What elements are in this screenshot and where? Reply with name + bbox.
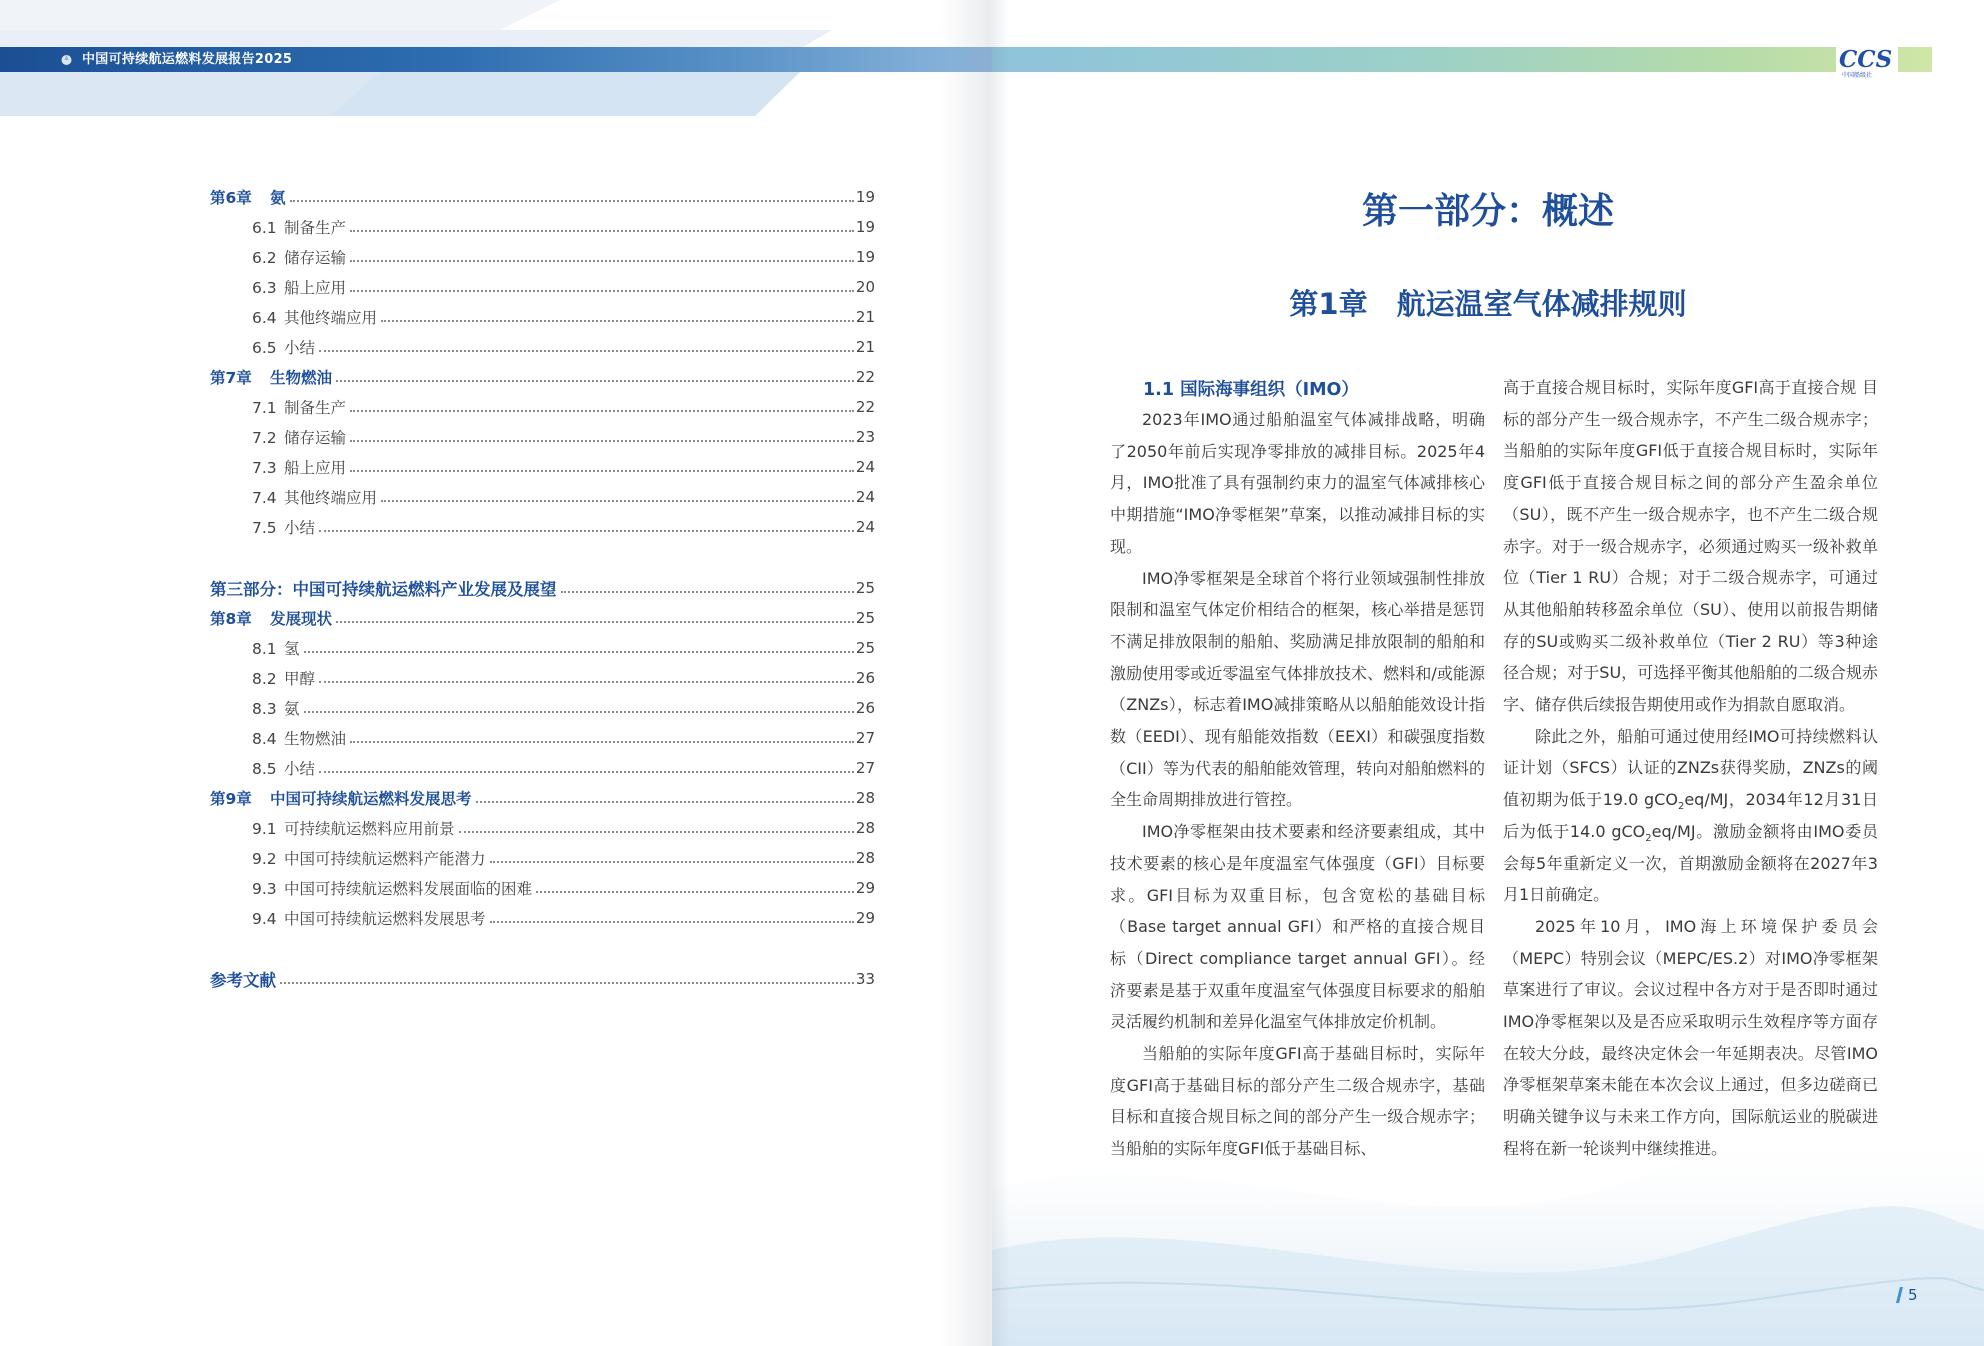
- toc-leader-dots: [319, 530, 854, 532]
- toc-page-number: 24: [855, 488, 875, 506]
- toc-number: 第8章: [210, 610, 252, 628]
- toc-title: 储存运输: [284, 249, 347, 267]
- header-bar-green: [992, 47, 1932, 72]
- toc-chapter-entry[interactable]: [210, 783, 875, 813]
- toc-label: [252, 847, 488, 869]
- toc-label: [252, 486, 379, 508]
- toc-label: [252, 306, 379, 328]
- toc-section-entry[interactable]: [210, 903, 875, 933]
- toc-title: 氨: [270, 189, 286, 207]
- toc-page-number: 29: [855, 909, 875, 927]
- toc-part-entry[interactable]: [210, 964, 875, 994]
- toc-title: 小结: [284, 339, 316, 357]
- toc-section-entry[interactable]: [210, 512, 875, 542]
- toc-title: 储存运输: [284, 429, 347, 447]
- toc-number: 8.4: [252, 730, 277, 748]
- toc-label: [252, 817, 457, 839]
- toc-section-entry[interactable]: [210, 873, 875, 903]
- toc-label: [252, 727, 348, 749]
- toc-page-number: 27: [855, 759, 875, 777]
- toc-leader-dots: [319, 350, 854, 352]
- toc-chapter-entry[interactable]: [210, 182, 875, 212]
- toc-label: [252, 757, 317, 779]
- toc-chapter-entry[interactable]: [210, 603, 875, 633]
- toc-page-number: 27: [855, 729, 875, 747]
- toc-title: 甲醇: [284, 670, 316, 688]
- toc-title: 中国可持续航运燃料发展思考: [270, 790, 472, 808]
- toc-number: 8.3: [252, 700, 277, 718]
- toc-label: [210, 186, 288, 208]
- toc-title: 船上应用: [284, 279, 347, 297]
- toc-title: 其他终端应用: [284, 489, 378, 507]
- section-heading: 1.1 国际海事组织（IMO）: [1143, 380, 1359, 400]
- toc-title: 船上应用: [284, 459, 347, 477]
- toc-title: 可持续航运燃料应用前景: [284, 820, 455, 838]
- toc-chapter-entry[interactable]: [210, 362, 875, 392]
- toc-leader-dots: [350, 470, 854, 472]
- toc-number: 9.1: [252, 820, 277, 838]
- toc-label: [252, 216, 348, 238]
- toc-number: 6.4: [252, 309, 277, 327]
- toc-section-entry[interactable]: [210, 843, 875, 873]
- toc-label: [252, 697, 302, 719]
- toc-leader-dots: [459, 831, 854, 833]
- toc-section-entry[interactable]: [210, 242, 875, 272]
- toc-section-entry[interactable]: [210, 212, 875, 242]
- toc-title: 制备生产: [284, 399, 347, 417]
- toc-number: 7.5: [252, 519, 277, 537]
- toc-page-number: 28: [855, 789, 875, 807]
- page-number-mark-icon: [1896, 1287, 1903, 1303]
- toc-number: 8.2: [252, 670, 277, 688]
- toc-leader-dots: [304, 651, 854, 653]
- toc-title: 第三部分：中国可持续航运燃料产业发展及展望: [210, 580, 557, 599]
- toc-title: 发展现状: [270, 610, 333, 628]
- toc-section-entry[interactable]: [210, 753, 875, 783]
- toc-section-entry[interactable]: [210, 332, 875, 362]
- toc-page-number: 22: [855, 368, 875, 386]
- report-title: 中国可持续航运燃料发展报告2025: [82, 52, 293, 67]
- paragraph: IMO净零框架由技术要素和经济要素组成，其中技术要素的核心是年度温室气体强度（GFI）目标要求。GFI目标为双重目标，包含宽松的基础目标（Base target annual GFI）和严格的直接合规目标（Direct compliance target annual GFI）。经济要素是基于双重年度温室气体强度目标要求的船舶灵活履约机制和差异化温室气体排放定价机制。: [1110, 822, 1485, 1032]
- toc-number: 第7章: [210, 369, 252, 387]
- toc-section-entry[interactable]: [210, 452, 875, 482]
- toc-number: 6.3: [252, 279, 277, 297]
- toc-label: [252, 426, 348, 448]
- toc-title: 中国可持续航运燃料发展面临的困难: [284, 880, 533, 898]
- toc-page-number: 28: [855, 849, 875, 867]
- toc-label: [252, 877, 534, 899]
- toc-page-number: 23: [855, 428, 875, 446]
- toc-title: 参考文献: [210, 971, 276, 990]
- toc-page-number: 33: [855, 970, 875, 988]
- toc-leader-dots: [304, 711, 854, 713]
- toc-leader-dots: [319, 681, 854, 683]
- toc-number: 第6章: [210, 189, 252, 207]
- toc-section-entry[interactable]: [210, 392, 875, 422]
- toc-leader-dots: [350, 260, 854, 262]
- toc-title: 氢: [284, 640, 300, 658]
- toc-number: 6.2: [252, 249, 277, 267]
- toc-label: [210, 967, 278, 991]
- toc-page-number: 25: [855, 579, 875, 597]
- table-of-contents: [210, 182, 875, 994]
- toc-number: 7.4: [252, 489, 277, 507]
- toc-number: 9.2: [252, 850, 277, 868]
- toc-part-entry[interactable]: [210, 573, 875, 603]
- toc-number: 6.1: [252, 219, 277, 237]
- toc-page-number: 22: [855, 398, 875, 416]
- toc-gap: [210, 542, 875, 573]
- toc-gap: [210, 933, 875, 964]
- toc-leader-dots: [280, 982, 854, 984]
- toc-number: 8.1: [252, 640, 277, 658]
- toc-label: [252, 246, 348, 268]
- svg-text:中国船级社: 中国船级社: [1842, 72, 1873, 79]
- toc-section-entry[interactable]: [210, 482, 875, 512]
- toc-leader-dots: [336, 621, 854, 623]
- toc-leader-dots: [350, 741, 854, 743]
- text-column-right: [1503, 372, 1878, 1165]
- toc-section-entry[interactable]: [210, 693, 875, 723]
- toc-leader-dots: [490, 861, 854, 863]
- toc-leader-dots: [536, 891, 854, 893]
- paragraph: 除此之外，船舶可通过使用经IMO可持续燃料认证计划（SFCS）认证的ZNZs获得奖励，ZNZs的阈值初期为低于19.0 gCO$_2$eq/MJ，2034年12月31日后为低于14.0 gCO$_2$eq/MJ。激励金额将由IMO委员会每5年重新定义一次，首期激励金额将在2027年3月1日前确定。: [1503, 726, 1878, 905]
- toc-label: [252, 456, 348, 478]
- toc-label: [252, 396, 348, 418]
- paragraph: 2025年10月，IMO海上环境保护委员会（MEPC）特别会议（MEPC/ES.2）对IMO净零框架草案进行了审议。会议过程中各方对于是否即时通过IMO净零框架以及是否应采取明示生效程序等方面存在较大分歧，最终决定休会一年延期表决。尽管IMO净零框架草案未能在本次会议上通过，但多边磋商已明确关键争议与未来工作方向，国际航运业的脱碳进程将在新一轮谈判中继续推进。: [1503, 916, 1878, 1158]
- toc-title: 制备生产: [284, 219, 347, 237]
- toc-title: 生物燃油: [284, 730, 347, 748]
- toc-page-number: 25: [855, 639, 875, 657]
- toc-leader-dots: [290, 200, 854, 202]
- toc-leader-dots: [490, 921, 854, 923]
- toc-number: 9.3: [252, 880, 277, 898]
- toc-leader-dots: [381, 500, 854, 502]
- toc-section-entry[interactable]: [210, 422, 875, 452]
- chapter-title: 第1章 航运温室气体减排规则: [1289, 287, 1687, 321]
- toc-section-entry[interactable]: [210, 633, 875, 663]
- toc-title: 中国可持续航运燃料产能潜力: [284, 850, 486, 868]
- toc-number: 第9章: [210, 790, 252, 808]
- paragraph: 高于直接合规目标时，实际年度GFI高于直接合规 目标的部分产生一级合规赤字，不产生二级合规赤字；当船舶的实际年度GFI低于直接合规目标时，实际年度GFI低于直接合规目标之间的部分产生盈余单位（SU），既不产生一级合规赤字，也不产生二级合规赤字。对于一级合规赤字，必须通过购买一级补救单位（Tier 1 RU）合规；对于二级合规赤字，可通过从其他船舶转移盈余单位（SU）、使用以前报告期储存的SU或购买二级补救单位（Tier 2 RU）等3种途径合规；对于SU，可选择平衡其他船舶的二级合规赤字、储存供后续报告期使用或作为捐款自愿取消。: [1503, 378, 1878, 715]
- toc-page-number: 19: [855, 248, 875, 266]
- toc-label: [252, 516, 317, 538]
- toc-label: [210, 787, 474, 809]
- svg-text:CCS: CCS: [1839, 46, 1893, 73]
- toc-label: [252, 667, 317, 689]
- toc-page-number: 26: [855, 669, 875, 687]
- toc-page-number: 24: [855, 518, 875, 536]
- toc-leader-dots: [350, 410, 854, 412]
- toc-page-number: 21: [855, 308, 875, 326]
- toc-leader-dots: [350, 230, 854, 232]
- toc-number: 9.4: [252, 910, 277, 928]
- toc-number: 7.2: [252, 429, 277, 447]
- toc-number: 7.1: [252, 399, 277, 417]
- toc-page-number: 21: [855, 338, 875, 356]
- toc-title: 中国可持续航运燃料发展思考: [284, 910, 486, 928]
- toc-leader-dots: [381, 320, 854, 322]
- toc-label: [252, 336, 317, 358]
- toc-number: 6.5: [252, 339, 277, 357]
- right-page: [992, 0, 1984, 1346]
- toc-title: 生物燃油: [270, 369, 333, 387]
- toc-section-entry[interactable]: [210, 813, 875, 843]
- page-number: 5: [1908, 1286, 1918, 1304]
- toc-page-number: 29: [855, 879, 875, 897]
- toc-leader-dots: [336, 380, 854, 382]
- toc-title: 小结: [284, 760, 316, 778]
- toc-leader-dots: [350, 290, 854, 292]
- toc-label: [252, 276, 348, 298]
- toc-leader-dots: [319, 771, 854, 773]
- toc-label: [252, 907, 488, 929]
- toc-label: [210, 576, 559, 600]
- toc-leader-dots: [476, 801, 854, 803]
- paragraph: 当船舶的实际年度GFI高于基础目标时，实际年度GFI高于基础目标的部分产生二级合规赤字，基础目标和直接合规目标之间的部分产生一级合规赤字；当船舶的实际年度GFI低于基础目标、: [1110, 1044, 1485, 1159]
- toc-number: 8.5: [252, 760, 277, 778]
- ccs-logo: [1836, 44, 1898, 80]
- toc-page-number: 19: [855, 218, 875, 236]
- toc-label: [210, 607, 334, 629]
- toc-label: [210, 366, 334, 388]
- toc-page-number: 20: [855, 278, 875, 296]
- toc-section-entry[interactable]: [210, 723, 875, 753]
- toc-page-number: 24: [855, 458, 875, 476]
- toc-section-entry[interactable]: [210, 302, 875, 332]
- toc-title: 小结: [284, 519, 316, 537]
- part-title: 第一部分：概述: [1361, 191, 1614, 232]
- toc-section-entry[interactable]: [210, 272, 875, 302]
- toc-leader-dots: [350, 440, 854, 442]
- toc-page-number: 25: [855, 609, 875, 627]
- toc-page-number: 28: [855, 819, 875, 837]
- toc-number: 7.3: [252, 459, 277, 477]
- text-column-left: [1110, 372, 1485, 1165]
- paragraph: 2023年IMO通过船舶温室气体减排战略，明确了2050年前后实现净零排放的减排目标。2025年4月，IMO批准了具有强制约束力的温室气体减排核心中期措施“IMO净零框架”草案，以推动减排目标的实现。: [1110, 410, 1485, 556]
- paragraph: IMO净零框架是全球首个将行业领域强制性排放限制和温室气体定价相结合的框架，核心举措是惩罚不满足排放限制的船舶、奖励满足排放限制的船舶和激励使用零或近零温室气体排放技术、燃料和/或能源（ZNZs），标志着IMO减排策略从以船舶能效设计指数（EEDI）、现有船能效指数（EEXI）和碳强度指数（CII）等为代表的船舶能效管理，转向对船舶燃料的全生命周期排放进行管控。: [1110, 568, 1485, 810]
- toc-title: 其他终端应用: [284, 309, 378, 327]
- toc-label: [252, 637, 302, 659]
- spine-shadow: [940, 0, 1010, 1346]
- toc-section-entry[interactable]: [210, 663, 875, 693]
- toc-leader-dots: [561, 591, 854, 593]
- toc-page-number: 19: [855, 188, 875, 206]
- toc-title: 氨: [284, 700, 300, 718]
- toc-page-number: 26: [855, 699, 875, 717]
